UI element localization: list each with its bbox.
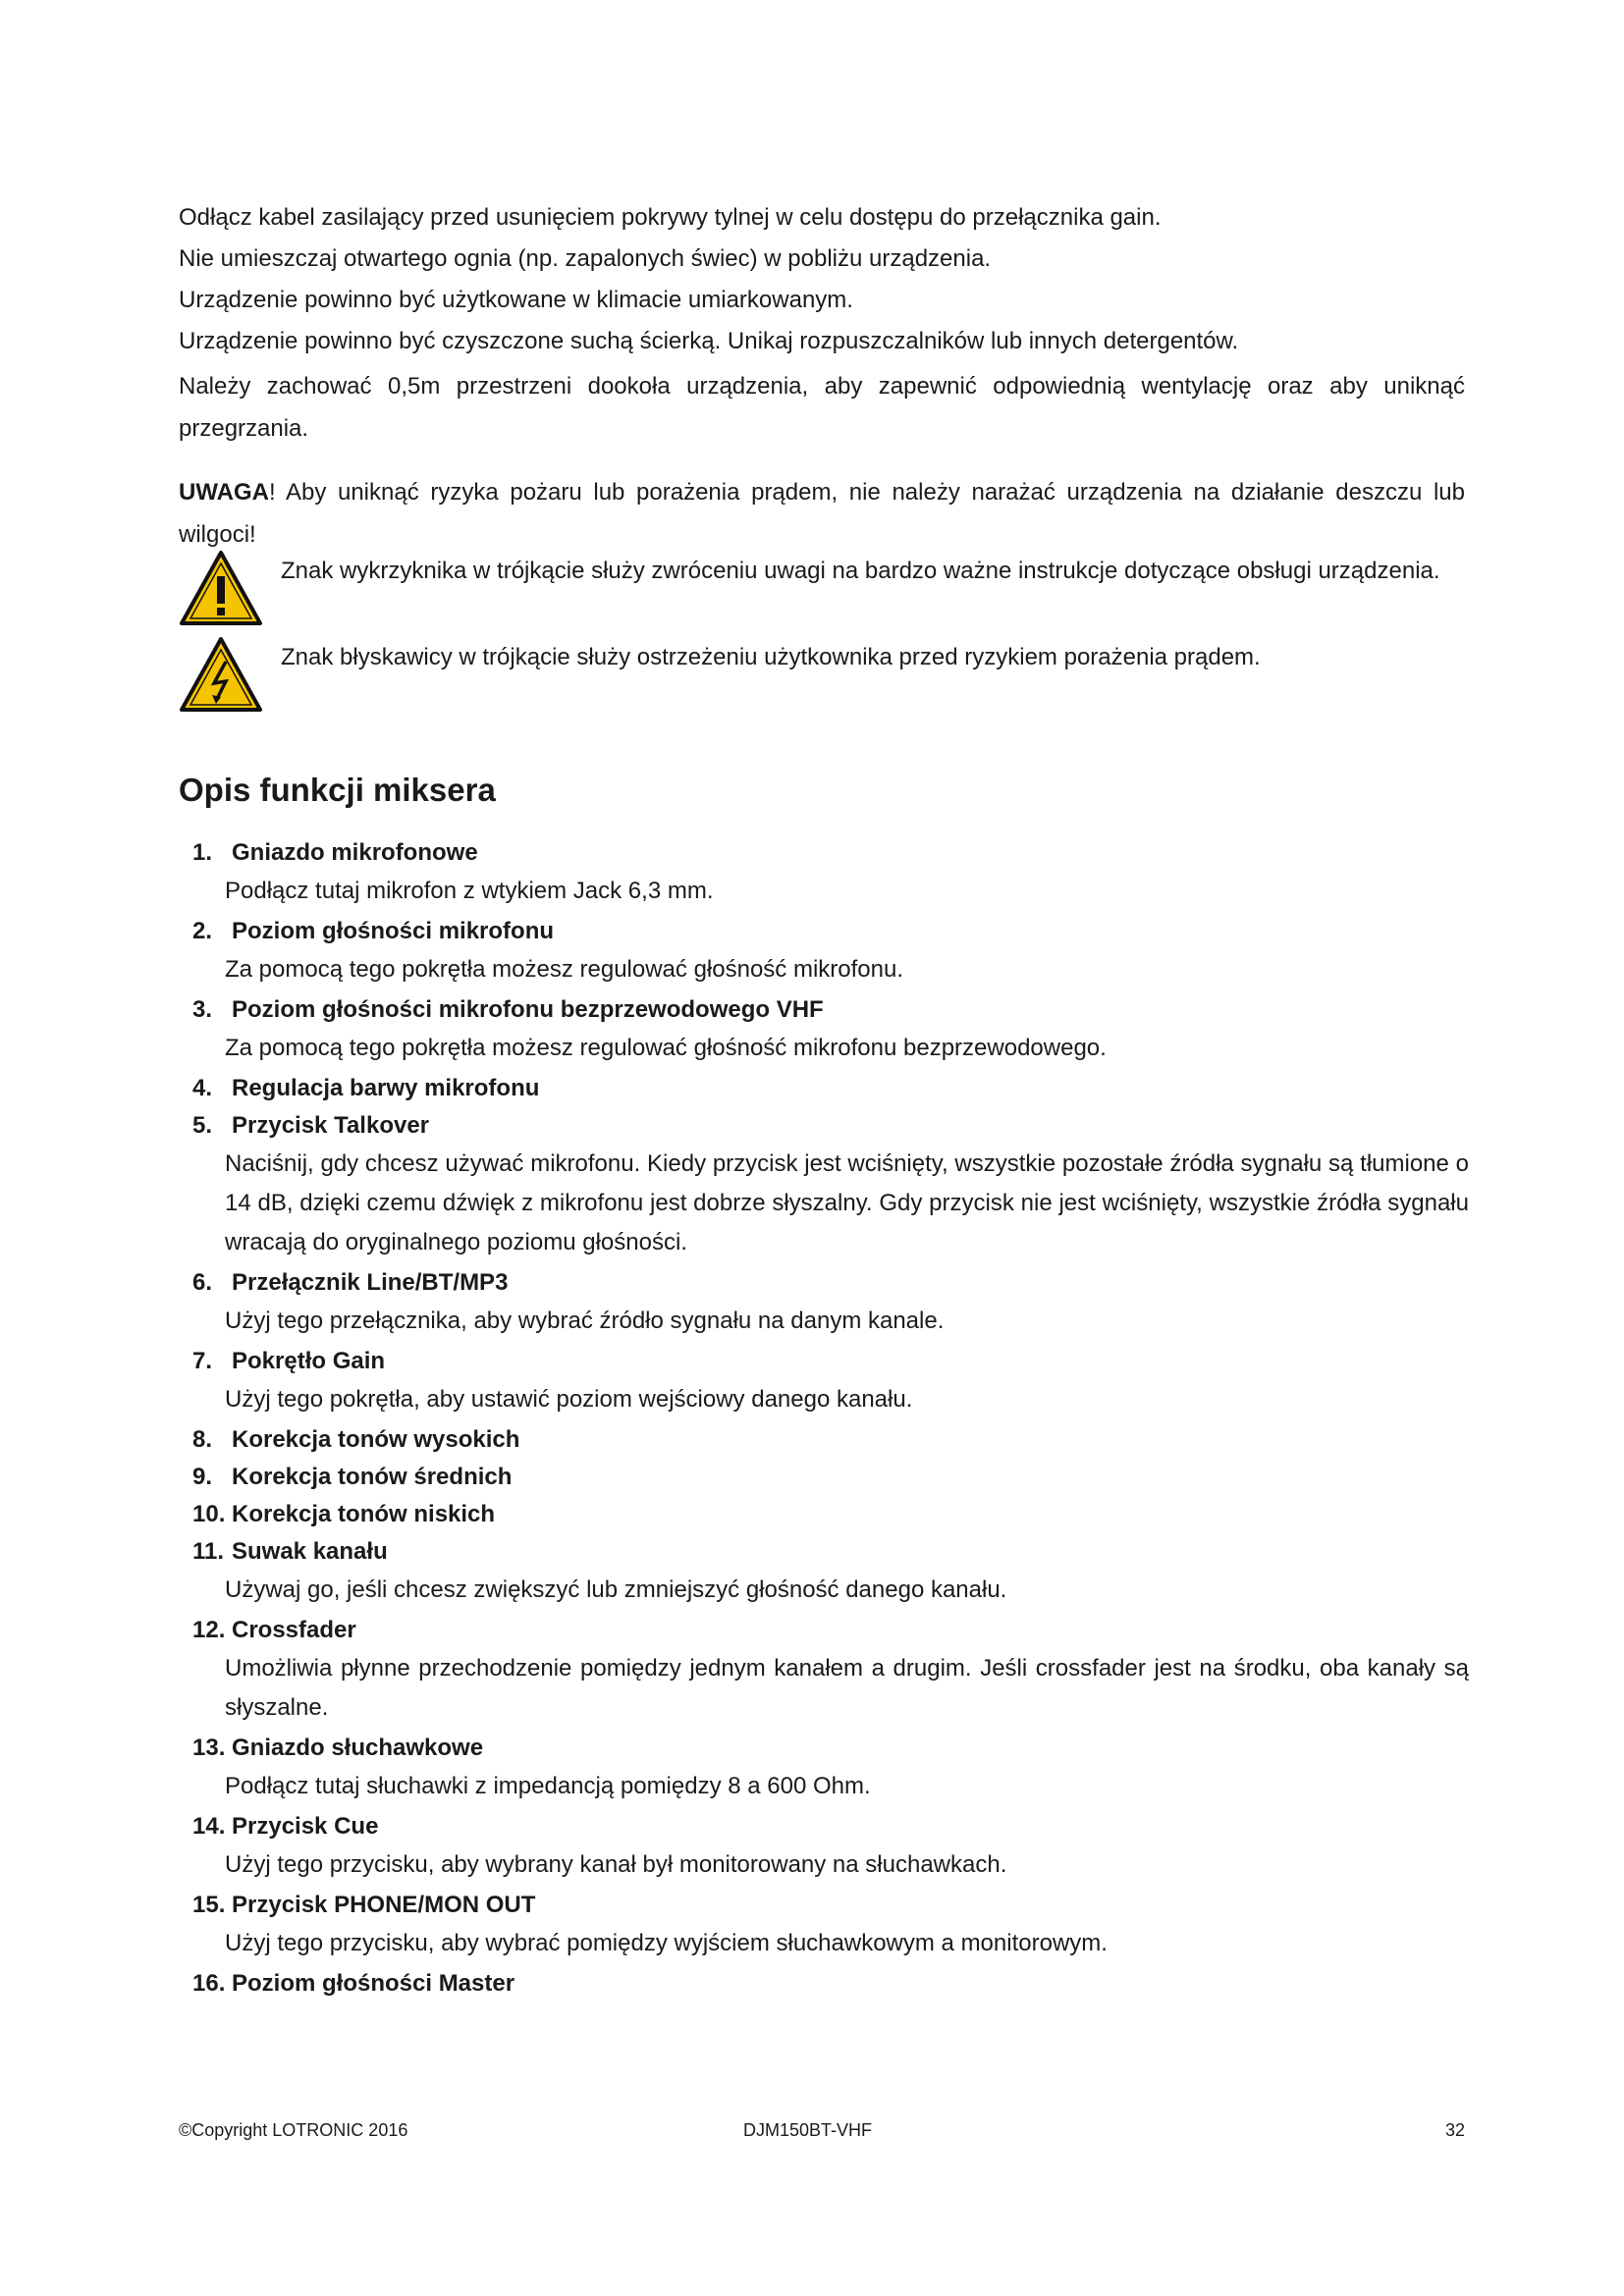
list-item-description: Naciśnij, gdy chcesz używać mikrofonu. Kiedy przycisk jest wciśnięty, wszystkie pozostałe źródła sygnału są tłumione o 14 dB, dzięki czemu dźwięk z mikrofonu jest dobrze słyszalny. Gdy przycisk nie jest wciśnięty, wszystkie źródła sygnału wracają do oryginalnego poziomu głośności.: [225, 1150, 1469, 1255]
list-item-title: 11. Suwak kanału: [192, 1538, 388, 1565]
list-item-title: 16. Poziom głośności Master: [192, 1970, 515, 1997]
footer-model: DJM150BT-VHF: [743, 2120, 873, 2140]
list-item-title: 15. Przycisk PHONE/MON OUT: [192, 1892, 536, 1918]
list-item-title: 12. Crossfader: [192, 1617, 356, 1643]
list-item-title: 13. Gniazdo słuchawkowe: [192, 1735, 484, 1761]
list-item-title: 1. Gniazdo mikrofonowe: [192, 839, 478, 866]
intro-line: Nie umieszczaj otwartego ognia (np. zapalonych świec) w pobliżu urządzenia.: [179, 245, 992, 272]
warning-text: ! Aby uniknąć ryzyka pożaru lub porażenia prądem, nie należy narażać urządzenia na działanie deszczu lub wilgoci!: [179, 479, 1465, 548]
footer-page-number: 32: [1444, 2120, 1465, 2140]
list-item-description: Używaj go, jeśli chcesz zwiększyć lub zmniejszyć głośność danego kanału.: [225, 1576, 1007, 1603]
footer-copyright: ©Copyright LOTRONIC 2016: [179, 2120, 408, 2140]
sign-exclamation-text: Znak wykrzyknika w trójkącie służy zwróceniu uwagi na bardzo ważne instrukcje dotyczące obsługi urządzenia.: [281, 558, 1440, 584]
list-item-description: Użyj tego przełącznika, aby wybrać źródło sygnału na danym kanale.: [225, 1308, 945, 1334]
list-item-description: Użyj tego przycisku, aby wybrany kanał był monitorowany na słuchawkach.: [225, 1851, 1007, 1878]
list-item-description: Użyj tego przycisku, aby wybrać pomiędzy wyjściem słuchawkowym a monitorowym.: [225, 1930, 1108, 1956]
section-title: Opis funkcji miksera: [179, 772, 496, 808]
intro-line: Należy zachować 0,5m przestrzeni dookoła urządzenia, aby zapewnić odpowiednią wentylację oraz aby uniknąć przegrzania.: [179, 373, 1465, 442]
function-list: [192, 834, 1469, 2002]
list-item-title: 8. Korekcja tonów wysokich: [192, 1426, 520, 1453]
list-item-title: 14. Przycisk Cue: [192, 1813, 379, 1840]
list-item-title: 4. Regulacja barwy mikrofonu: [192, 1075, 540, 1101]
intro-line: Urządzenie powinno być użytkowane w klimacie umiarkowanym.: [179, 287, 853, 313]
sign-lightning-text: Znak błyskawicy w trójkącie służy ostrzeżeniu użytkownika przed ryzykiem porażenia prądem.: [281, 644, 1261, 670]
warning-paragraph: [179, 471, 1465, 556]
list-item-title: 2. Poziom głośności mikrofonu: [192, 918, 555, 944]
exclamation-warning-icon: [179, 550, 263, 626]
list-item-description: Za pomocą tego pokrętła możesz regulować głośność mikrofonu.: [225, 956, 904, 983]
list-item-title: 5. Przycisk Talkover: [192, 1112, 430, 1139]
intro-line: Urządzenie powinno być czyszczone suchą ścierką. Unikaj rozpuszczalników lub innych detergentów.: [179, 328, 1239, 354]
list-item-title: 3. Poziom głośności mikrofonu bezprzewodowego VHF: [192, 996, 824, 1023]
list-item-description: Użyj tego pokrętła, aby ustawić poziom wejściowy danego kanału.: [225, 1386, 913, 1413]
page-footer: [179, 2120, 1465, 2146]
intro-safety-notes: [179, 200, 1465, 450]
list-item-title: 10. Korekcja tonów niskich: [192, 1501, 496, 1527]
list-item-description: Za pomocą tego pokrętła możesz regulować głośność mikrofonu bezprzewodowego.: [225, 1035, 1107, 1061]
list-item-title: 9. Korekcja tonów średnich: [192, 1464, 513, 1490]
list-item-title: 7. Pokrętło Gain: [192, 1348, 386, 1374]
intro-line: Odłącz kabel zasilający przed usunięciem pokrywy tylnej w celu dostępu do przełącznika gain.: [179, 204, 1162, 231]
list-item-description: Podłącz tutaj słuchawki z impedancją pomiędzy 8 a 600 Ohm.: [225, 1773, 871, 1799]
list-item-title: 6. Przełącznik Line/BT/MP3: [192, 1269, 509, 1296]
list-item-description: Podłącz tutaj mikrofon z wtykiem Jack 6,3 mm.: [225, 878, 714, 904]
lightning-warning-icon: [179, 636, 263, 713]
warning-label: UWAGA: [179, 479, 269, 506]
list-item-description: Umożliwia płynne przechodzenie pomiędzy jednym kanałem a drugim. Jeśli crossfader jest na środku, oba kanały są słyszalne.: [225, 1655, 1469, 1721]
